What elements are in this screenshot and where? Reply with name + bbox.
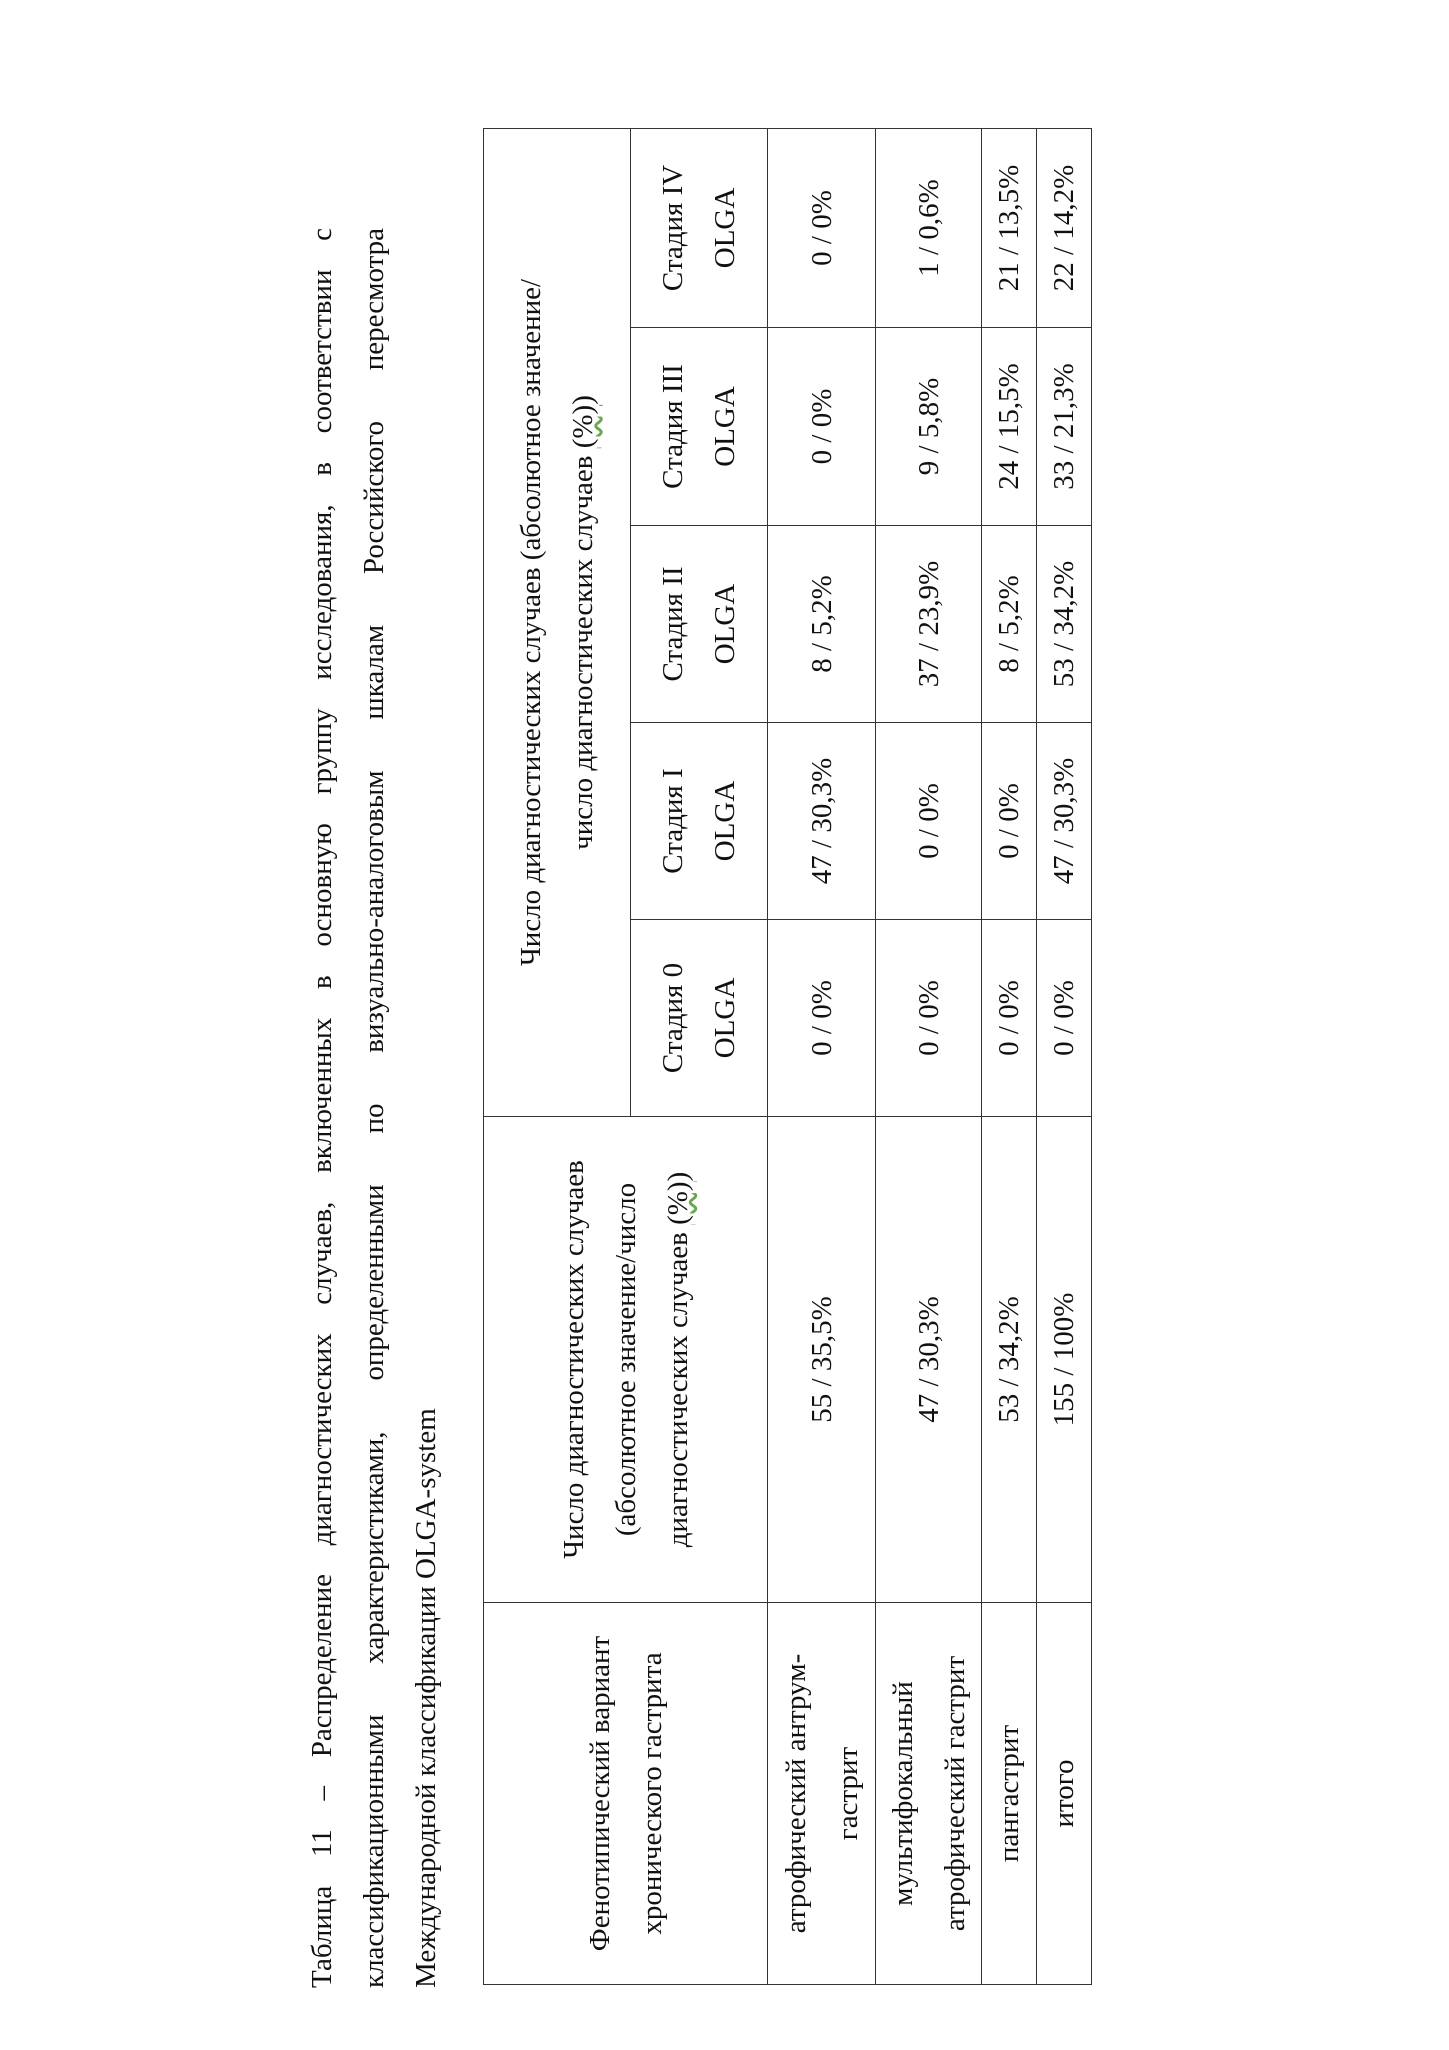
row-stage-1: 47 / 30,3% — [768, 723, 876, 920]
row-stage-3: 33 / 21,3% — [1037, 328, 1092, 526]
header-group-paren: ) — [567, 395, 599, 405]
row-stage-3: 0 / 0% — [768, 328, 876, 526]
row-total: 47 / 30,3% — [876, 1117, 982, 1603]
variant-line: атрофический гастрит — [938, 1655, 971, 1932]
header-variant — [484, 1603, 768, 1985]
header-total-count — [484, 1117, 768, 1603]
row-stage-2: 8 / 5,2% — [982, 526, 1037, 723]
caption-line: классификационными характеристиками, определенными по визуально-аналоговым шкалам Российского пересмотра — [358, 228, 390, 1988]
table-row — [768, 128, 876, 1984]
stage-label: Стадия 0 — [657, 962, 689, 1074]
header-row-top — [484, 128, 631, 1984]
row-stage-4: 22 / 14,2% — [1037, 128, 1092, 327]
row-stage-2: 37 / 23,9% — [876, 526, 982, 723]
stage-label: Стадия III — [657, 364, 689, 489]
header-group-text: число диагностических случаев — [567, 448, 599, 850]
stage-system: OLGA — [709, 187, 741, 269]
variant-line: гастрит — [831, 1746, 864, 1841]
row-variant — [982, 1603, 1037, 1985]
header-stage-3 — [631, 328, 768, 526]
header-group-line — [557, 135, 609, 1110]
stage-label: Стадия II — [657, 566, 689, 682]
stage-system: OLGA — [709, 977, 741, 1059]
row-stage-1: 47 / 30,3% — [1037, 723, 1092, 920]
row-stage-4: 0 / 0% — [768, 128, 876, 327]
row-stage-0: 0 / 0% — [768, 920, 876, 1117]
header-stage-1 — [631, 723, 768, 920]
table-row — [982, 128, 1037, 1984]
row-variant — [768, 1603, 876, 1985]
variant-line: атрофический антрум- — [779, 1653, 812, 1934]
variant-line: мультифокальный — [886, 1681, 919, 1906]
header-stage-4 — [631, 128, 768, 327]
header-group-percent: (%) — [567, 404, 599, 449]
row-stage-0: 0 / 0% — [982, 920, 1037, 1117]
header-variant-line: Фенотипический вариант — [583, 1635, 616, 1952]
header-stage-2 — [631, 526, 768, 723]
row-stage-2: 53 / 34,2% — [1037, 526, 1092, 723]
table-row-total — [1037, 128, 1092, 1984]
variant-line: итого — [1048, 1759, 1080, 1828]
row-stage-0: 0 / 0% — [1037, 920, 1092, 1117]
stage-system: OLGA — [709, 386, 741, 467]
row-stage-3: 24 / 15,5% — [982, 328, 1037, 526]
row-total: 55 / 35,5% — [768, 1117, 876, 1603]
header-stage-group — [484, 128, 631, 1116]
header-count-percent: (%) — [661, 1181, 694, 1225]
row-total: 155 / 100% — [1037, 1117, 1092, 1603]
row-stage-1: 0 / 0% — [876, 723, 982, 920]
caption-line: Международной классификации OLGA-system — [410, 1408, 442, 1988]
row-stage-2: 8 / 5,2% — [768, 526, 876, 723]
row-stage-4: 21 / 13,5% — [982, 128, 1037, 327]
header-count-paren: ) — [661, 1171, 694, 1182]
variant-line: пангастрит — [993, 1724, 1025, 1863]
stage-system: OLGA — [709, 780, 741, 862]
row-total: 53 / 34,2% — [982, 1117, 1037, 1603]
row-stage-0: 0 / 0% — [876, 920, 982, 1117]
table-caption — [296, 228, 452, 1988]
header-count-text: диагностических случаев — [661, 1224, 694, 1548]
stage-label: Стадия I — [657, 768, 689, 874]
header-count-line: (абсолютное значение/число — [609, 1182, 642, 1537]
header-group-line: Число диагностических случаев (абсолютное значение/ — [515, 278, 547, 967]
stage-system: OLGA — [709, 583, 741, 665]
row-variant — [1037, 1603, 1092, 1985]
header-count-line — [652, 1123, 704, 1596]
caption-line: Таблица 11 – Распределение диагностических случаев, включенных в основную группу исследования, в соответствии с — [306, 228, 338, 1988]
table-row — [876, 128, 982, 1984]
row-stage-4: 1 / 0,6% — [876, 128, 982, 327]
row-variant — [876, 1603, 982, 1985]
header-stage-0 — [631, 920, 768, 1117]
row-stage-3: 9 / 5,8% — [876, 328, 982, 526]
row-stage-1: 0 / 0% — [982, 723, 1037, 920]
header-count-line: Число диагностических случаев — [557, 1160, 590, 1559]
stage-label: Стадия IV — [657, 164, 689, 292]
header-variant-line: хронического гастрита — [635, 1652, 668, 1935]
olga-distribution-table — [483, 128, 1092, 1985]
